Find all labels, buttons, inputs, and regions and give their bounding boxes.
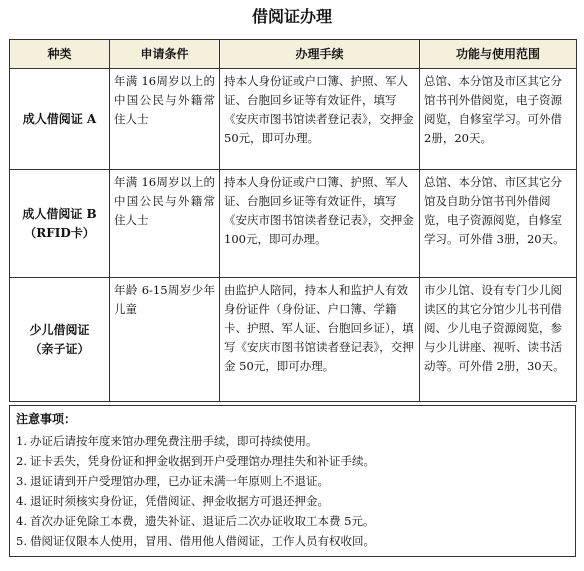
note-number: 5. [16, 534, 27, 548]
note-number: 4. [16, 514, 27, 528]
note-text: 证卡丢失，凭身份证和押金收据到开户受理馆办理挂失和补证手续。 [30, 454, 375, 468]
card-kind-name: 成人借阅证 B [22, 206, 97, 221]
table-row [10, 170, 577, 278]
scope-cell: 市少儿馆、设有专门少儿阅读区的其它分馆少儿书刊借阅、少儿电子资源阅览，参与少儿讲座、视听、读书活动等。可外借 2册，30天。 [420, 278, 577, 402]
card-kind-cell [10, 69, 110, 170]
condition-cell: 年满 16周岁以上的中国公民与外籍常住人士 [110, 69, 220, 170]
note-item [16, 451, 569, 471]
note-number: 1. [16, 434, 27, 448]
note-item [16, 471, 569, 491]
scope-cell: 总馆、本分馆、市区其它分馆及自助分馆书刊外借阅览，电子资源阅览，自修室学习。可外借 3册，20天。 [420, 170, 577, 278]
note-text: 退证时须核实身份证，凭借阅证、押金收据方可退还押金。 [30, 494, 329, 508]
note-number: 2. [16, 454, 27, 468]
header-scope: 功能与使用范围 [420, 40, 577, 69]
card-kind-cell [10, 278, 110, 402]
card-kind-note: （亲子证） [29, 341, 90, 356]
note-text: 借阅证仅限本人使用，冒用、借用他人借阅证，工作人员有权收回。 [30, 534, 375, 548]
library-card-table [9, 39, 577, 402]
notes-title: 注意事项： [16, 412, 77, 426]
procedure-cell: 由监护人陪同，持本人和监护人有效身份证件（身份证、户口簿、学籍卡、护照、军人证、台胞回乡证），填写《安庆市图书馆读者登记表》，交押金 50元，即可办理。 [220, 278, 420, 402]
note-item [16, 511, 569, 531]
note-item [16, 491, 569, 511]
condition-cell: 年龄 6-15周岁少年儿童 [110, 278, 220, 402]
header-kind: 种类 [10, 40, 110, 69]
note-item [16, 431, 569, 451]
note-text: 首次办证免除工本费，遗失补证、退证后二次办证收取工本费 5元。 [30, 514, 375, 528]
card-kind-cell [10, 170, 110, 278]
card-kind-name: 少儿借阅证 [29, 322, 90, 337]
note-item [16, 531, 569, 551]
page-title: 借阅证办理 [251, 7, 332, 26]
note-text: 退证请到开户受理馆办理，已办证未满一年原则上不退证。 [30, 474, 329, 488]
note-number: 4. [16, 494, 27, 508]
table-header-row [10, 40, 577, 69]
header-procedure: 办理手续 [220, 40, 420, 69]
procedure-cell: 持本人身份证或户口簿、护照、军人证、台胞回乡证等有效证件，填写《安庆市图书馆读者登记表》，交押金 100元，即可办理。 [220, 170, 420, 278]
condition-cell: 年满 16周岁以上的中国公民与外籍常住人士 [110, 170, 220, 278]
scope-cell: 总馆、本分馆及市区其它分馆书刊外借阅览，电子资源阅览，自修室学习。可外借 2册，20天。 [420, 69, 577, 170]
notes-section [9, 405, 576, 557]
table-row [10, 69, 577, 170]
note-text: 办证后请按年度来馆办理免费注册手续，即可持续使用。 [30, 434, 318, 448]
procedure-cell: 持本人身份证或户口簿、护照、军人证、台胞回乡证等有效证件，填写《安庆市图书馆读者登记表》，交押金 50元，即可办理。 [220, 69, 420, 170]
table-row [10, 278, 577, 402]
card-kind-name: 成人借阅证 A [22, 111, 97, 126]
card-kind-note: （RFID卡） [24, 225, 95, 240]
header-condition: 申请条件 [110, 40, 220, 69]
note-number: 3. [16, 474, 27, 488]
